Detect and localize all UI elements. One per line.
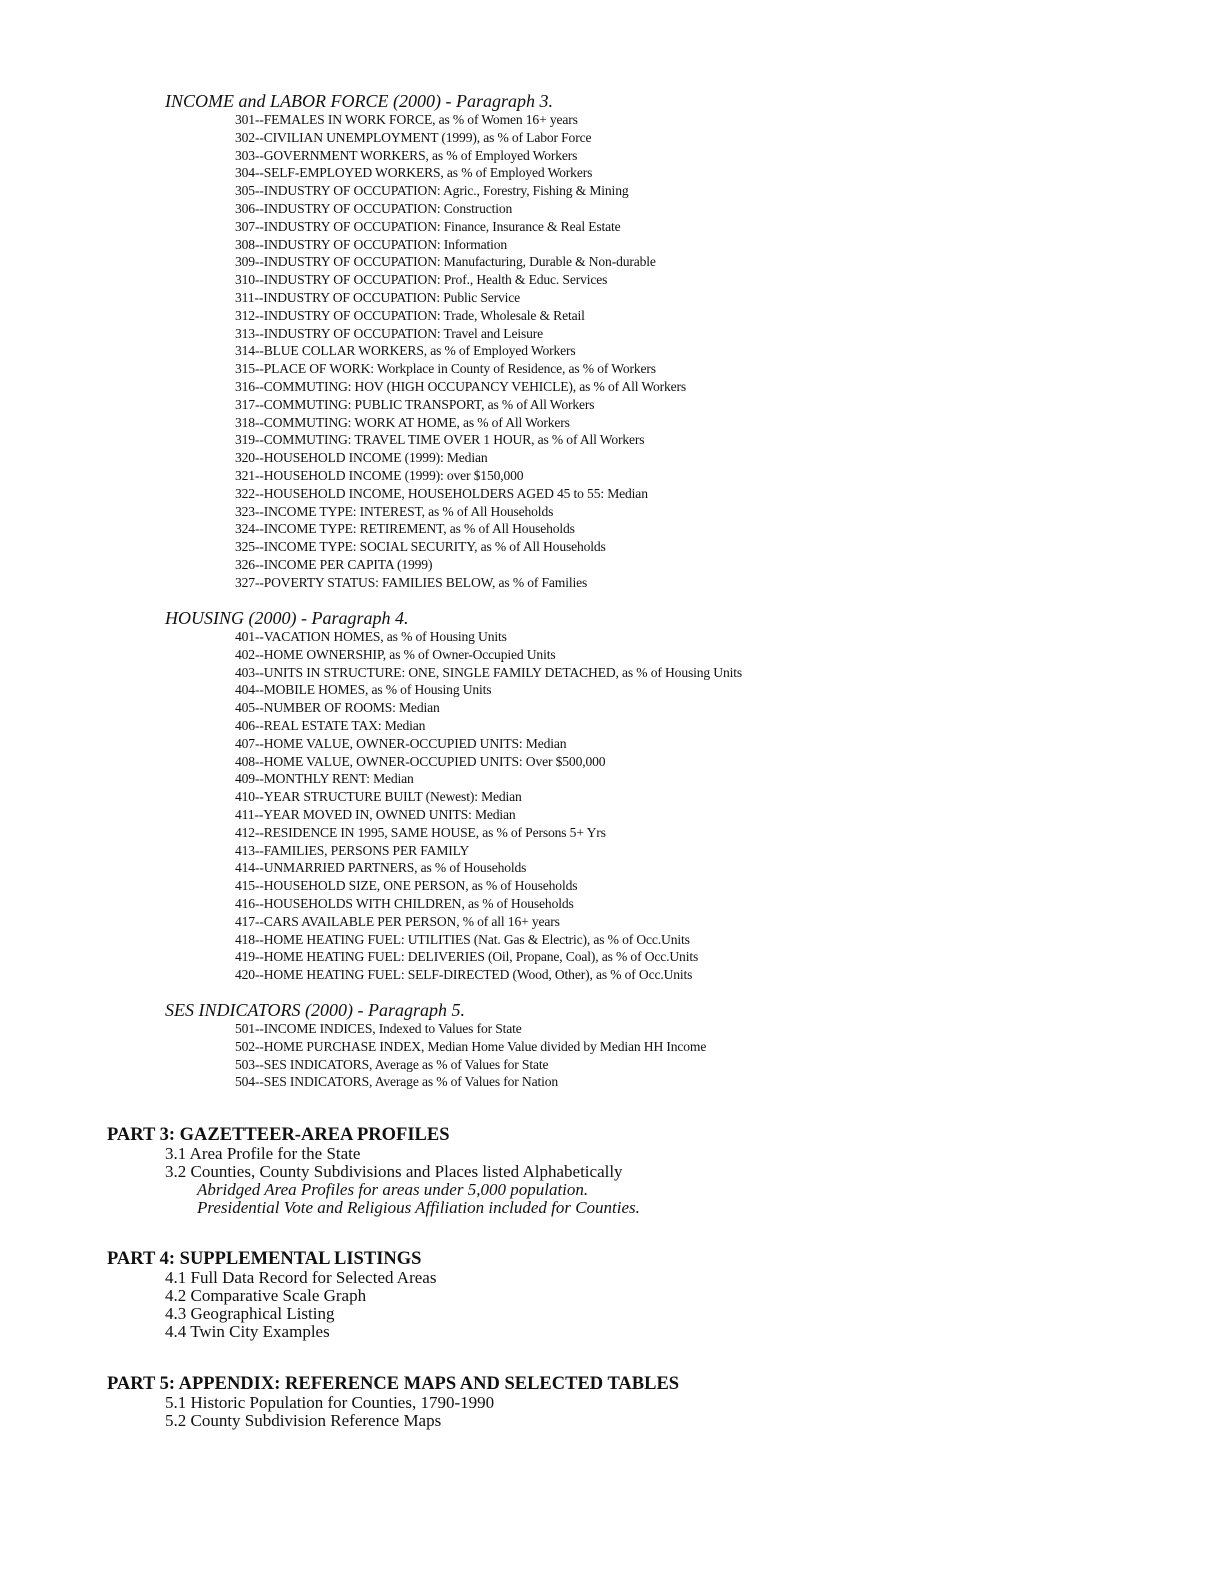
list-item: 306--INDUSTRY OF OCCUPATION: Construction [235,200,513,216]
list-item: 405--NUMBER OF ROOMS: Median [235,700,440,716]
list-item: 407--HOME VALUE, OWNER-OCCUPIED UNITS: Median [235,735,567,751]
part5-section [107,1374,679,1430]
list-item: 411--YEAR MOVED IN, OWNED UNITS: Median [235,806,516,822]
list-item: 310--INDUSTRY OF OCCUPATION: Prof., Health & Educ. Services [235,272,608,288]
list-item: 410--YEAR STRUCTURE BUILT (Newest): Median [235,789,522,805]
list-item: 323--INCOME TYPE: INTEREST, as % of All Households [235,503,554,519]
part4-list [165,1269,436,1341]
part4-title: PART 4: SUPPLEMENTAL LISTINGS [107,1249,422,1269]
income-heading: INCOME and LABOR FORCE (2000) - Paragraph 3. [165,91,553,111]
ses-list [235,1020,706,1091]
list-item: 319--COMMUTING: TRAVEL TIME OVER 1 HOUR, as % of All Workers [235,432,645,448]
list-item: 416--HOUSEHOLDS WITH CHILDREN, as % of Households [235,895,574,911]
list-item: 313--INDUSTRY OF OCCUPATION: Travel and Leisure [235,325,544,341]
list-item: 401--VACATION HOMES, as % of Housing Units [235,629,507,644]
list-item: 408--HOME VALUE, OWNER-OCCUPIED UNITS: Over $500,000 [235,753,606,769]
list-item: 326--INCOME PER CAPITA (1999) [235,556,433,572]
list-item: 415--HOUSEHOLD SIZE, ONE PERSON, as % of Households [235,878,578,894]
list-item: 321--HOUSEHOLD INCOME (1999): over $150,000 [235,467,524,483]
list-item: 418--HOME HEATING FUEL: UTILITIES (Nat. Gas & Electric), as % of Occ.Units [235,931,690,947]
ses-section [165,1000,706,1091]
list-item: 301--FEMALES IN WORK FORCE, as % of Women 16+ years [235,112,578,127]
ses-heading: SES INDICATORS (2000) - Paragraph 5. [165,1000,465,1020]
list-item: 402--HOME OWNERSHIP, as % of Owner-Occupied Units [235,646,556,662]
list-item: 3.1 Area Profile for the State [165,1144,361,1163]
list-item: 317--COMMUTING: PUBLIC TRANSPORT, as % of All Workers [235,396,595,412]
list-item: 504--SES INDICATORS, Average as % of Values for Nation [235,1074,559,1090]
list-item: 4.1 Full Data Record for Selected Areas [165,1268,437,1287]
list-item: 502--HOME PURCHASE INDEX, Median Home Value divided by Median HH Income [235,1038,707,1054]
part4-section [107,1249,436,1341]
list-item: 324--INCOME TYPE: RETIREMENT, as % of All Households [235,521,575,537]
list-item: 322--HOUSEHOLD INCOME, HOUSEHOLDERS AGED 45 to 55: Median [235,485,648,501]
list-item: 318--COMMUTING: WORK AT HOME, as % of All Workers [235,414,570,430]
list-item: 409--MONTHLY RENT: Median [235,771,414,787]
list-item: 309--INDUSTRY OF OCCUPATION: Manufacturing, Durable & Non-durable [235,254,656,270]
list-item: 419--HOME HEATING FUEL: DELIVERIES (Oil, Propane, Coal), as % of Occ.Units [235,949,699,965]
list-item: 308--INDUSTRY OF OCCUPATION: Information [235,236,508,252]
housing-section [165,608,742,984]
income-list [235,111,686,592]
list-note: Abridged Area Profiles for areas under 5,000 population. [197,1180,589,1199]
list-item: 315--PLACE OF WORK: Workplace in County of Residence, as % of Workers [235,361,656,377]
list-item: 312--INDUSTRY OF OCCUPATION: Trade, Wholesale & Retail [235,307,585,323]
list-item: 305--INDUSTRY OF OCCUPATION: Agric., Forestry, Fishing & Mining [235,183,629,199]
list-item: 311--INDUSTRY OF OCCUPATION: Public Service [235,289,521,305]
list-item: 3.2 Counties, County Subdivisions and Places listed Alphabetically [165,1162,623,1181]
list-item: 314--BLUE COLLAR WORKERS, as % of Employed Workers [235,343,576,359]
list-item: 4.4 Twin City Examples [165,1322,330,1341]
list-item: 414--UNMARRIED PARTNERS, as % of Households [235,860,527,876]
part5-title: PART 5: APPENDIX: REFERENCE MAPS AND SELECTED TABLES [107,1374,680,1394]
part3-section [107,1125,640,1217]
housing-list [235,628,742,984]
part5-list [165,1394,679,1430]
part3-title: PART 3: GAZETTEER-AREA PROFILES [107,1125,450,1145]
list-item: 5.2 County Subdivision Reference Maps [165,1411,442,1430]
list-item: 501--INCOME INDICES, Indexed to Values for State [235,1021,522,1036]
list-note: Presidential Vote and Religious Affiliation included for Counties. [197,1198,640,1217]
list-item: 404--MOBILE HOMES, as % of Housing Units [235,682,492,698]
list-item: 417--CARS AVAILABLE PER PERSON, % of all 16+ years [235,913,560,929]
list-item: 420--HOME HEATING FUEL: SELF-DIRECTED (Wood, Other), as % of Occ.Units [235,967,693,983]
income-section [165,91,686,592]
list-item: 327--POVERTY STATUS: FAMILIES BELOW, as % of Families [235,574,588,590]
list-item: 503--SES INDICATORS, Average as % of Values for State [235,1056,549,1072]
housing-heading: HOUSING (2000) - Paragraph 4. [165,608,409,628]
list-item: 316--COMMUTING: HOV (HIGH OCCUPANCY VEHICLE), as % of All Workers [235,378,687,394]
list-item: 403--UNITS IN STRUCTURE: ONE, SINGLE FAMILY DETACHED, as % of Housing Units [235,664,742,680]
list-item: 5.1 Historic Population for Counties, 1790-1990 [165,1393,495,1412]
list-item: 413--FAMILIES, PERSONS PER FAMILY [235,842,470,858]
list-item: 303--GOVERNMENT WORKERS, as % of Employed Workers [235,147,578,163]
list-item: 320--HOUSEHOLD INCOME (1999): Median [235,450,488,466]
list-item: 4.3 Geographical Listing [165,1304,335,1323]
list-item: 4.2 Comparative Scale Graph [165,1286,367,1305]
part3-list [165,1145,640,1217]
list-item: 406--REAL ESTATE TAX: Median [235,717,426,733]
list-item: 307--INDUSTRY OF OCCUPATION: Finance, Insurance & Real Estate [235,218,621,234]
list-item: 304--SELF-EMPLOYED WORKERS, as % of Employed Workers [235,165,593,181]
list-item: 302--CIVILIAN UNEMPLOYMENT (1999), as % of Labor Force [235,129,592,145]
list-item: 412--RESIDENCE IN 1995, SAME HOUSE, as % of Persons 5+ Yrs [235,824,606,840]
list-item: 325--INCOME TYPE: SOCIAL SECURITY, as % of All Households [235,539,606,555]
